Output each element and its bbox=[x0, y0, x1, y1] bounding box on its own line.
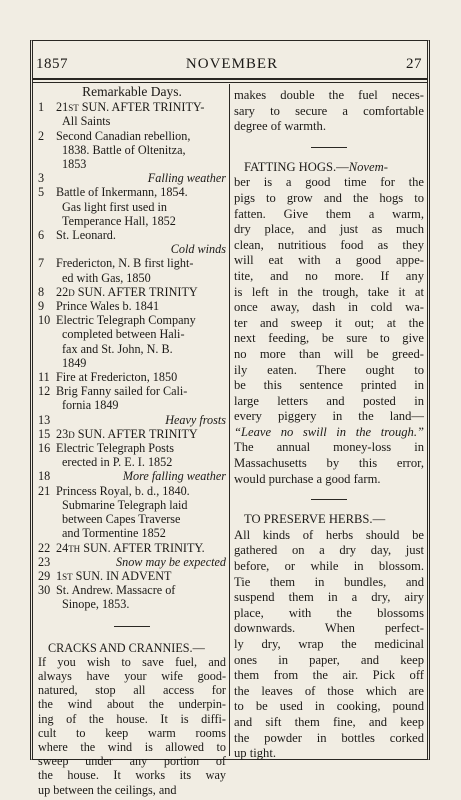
text-line: ber is a good time for the bbox=[234, 175, 424, 190]
header-rule bbox=[33, 78, 427, 80]
text-line: All kinds of herbs should be bbox=[234, 527, 424, 542]
event-day: 8 bbox=[38, 284, 45, 299]
herbs-title: TO PRESERVE HERBS.— bbox=[244, 512, 386, 527]
event-text bbox=[56, 427, 226, 441]
event-text bbox=[56, 299, 226, 313]
event-day: 1 bbox=[38, 100, 45, 115]
event-day: 29 bbox=[38, 568, 51, 583]
text-line: natured, stop all access for bbox=[38, 683, 226, 698]
event-day: 18 bbox=[38, 469, 51, 484]
text-line: ly dry, wrap the medicinal bbox=[234, 637, 424, 651]
event-text bbox=[56, 441, 226, 469]
herbs-body bbox=[234, 528, 424, 762]
event-line: Fire at Fredericton, 1850 bbox=[56, 370, 178, 385]
header-month: NOVEMBER bbox=[185, 56, 279, 72]
event-text bbox=[56, 100, 226, 128]
event-text bbox=[56, 583, 226, 611]
cracks-body bbox=[38, 655, 226, 797]
hogs-body bbox=[234, 175, 424, 487]
header-year: 1857 bbox=[36, 56, 68, 72]
text-line: ing of the house. It is diffi- bbox=[38, 711, 226, 726]
event-text bbox=[56, 569, 226, 583]
weather-note: More falling weather bbox=[122, 469, 226, 484]
event-day: 11 bbox=[38, 370, 50, 385]
text-line: pigs to grow and the hogs to bbox=[234, 190, 424, 205]
event-line: 1853 bbox=[62, 157, 87, 172]
text-line: tite, and no more. If any bbox=[234, 268, 424, 283]
event-row bbox=[38, 555, 226, 569]
event-row bbox=[38, 569, 226, 583]
event-day: 9 bbox=[38, 299, 45, 314]
event-line: 23d SUN. AFTER TRINITY bbox=[56, 426, 198, 441]
continuation-body bbox=[234, 88, 424, 135]
text-line: ter and sweep it out; at the bbox=[234, 315, 424, 330]
cracks-title: CRACKS AND CRANNIES.— bbox=[48, 640, 205, 655]
event-text bbox=[56, 484, 226, 541]
event-line: Electric Telegraph Posts bbox=[56, 441, 175, 456]
left-column bbox=[38, 85, 226, 797]
event-line: 22d SUN. AFTER TRINITY bbox=[56, 284, 198, 299]
events-list bbox=[38, 100, 226, 611]
event-day: 21 bbox=[38, 483, 51, 498]
event-day: 12 bbox=[38, 384, 51, 399]
event-line: St. Leonard. bbox=[56, 228, 116, 243]
event-line: between Capes Traverse bbox=[62, 512, 181, 527]
event-day: 10 bbox=[38, 313, 51, 328]
text-line: downwards. When perfect- bbox=[234, 621, 424, 636]
event-row bbox=[38, 228, 226, 256]
text-line: be this sentence printed in bbox=[234, 378, 424, 393]
event-day: 15 bbox=[38, 426, 51, 441]
text-line: up between the ceilings, and bbox=[38, 782, 177, 797]
text-line: cult to keep warm rooms bbox=[38, 725, 226, 740]
event-line: ed with Gas, 1850 bbox=[62, 270, 151, 285]
page-number: 27 bbox=[406, 56, 422, 72]
text-line: clean, nutritious food as they bbox=[234, 237, 424, 252]
text-line: suspend them in a dry, airy bbox=[234, 590, 424, 605]
event-line: Battle of Inkermann, 1854. bbox=[56, 185, 188, 200]
text-line: will eat with a good appe- bbox=[234, 253, 424, 268]
event-text bbox=[56, 469, 226, 483]
event-line: Second Canadian rebellion, bbox=[56, 128, 191, 143]
text-line: fatten. Give them a warm, bbox=[234, 206, 424, 221]
event-text bbox=[56, 129, 226, 172]
event-line: fax and St. John, N. B. bbox=[62, 341, 173, 356]
event-row bbox=[38, 285, 226, 299]
event-text bbox=[56, 285, 226, 299]
event-text bbox=[56, 370, 226, 384]
text-line: The annual money-loss in bbox=[234, 440, 424, 455]
event-row bbox=[38, 313, 226, 370]
event-row bbox=[38, 384, 226, 412]
event-line: and Tormentine 1852 bbox=[62, 526, 166, 541]
text-line: If you wish to save fuel, and bbox=[38, 654, 226, 669]
event-line: Fredericton, N. B first light- bbox=[56, 256, 194, 271]
event-line: Prince Wales b. 1841 bbox=[56, 299, 160, 314]
text-line: sary to secure a comfortable bbox=[234, 103, 424, 118]
weather-note: Heavy frosts bbox=[165, 412, 226, 427]
text-line: up tight. bbox=[234, 746, 276, 761]
event-row bbox=[38, 484, 226, 541]
event-text bbox=[56, 384, 226, 412]
text-line: large letters and posted in bbox=[234, 393, 424, 408]
weather-note: Snow may be expected bbox=[116, 554, 226, 569]
text-line: the powder in bottles corked bbox=[234, 730, 424, 745]
event-text bbox=[56, 313, 226, 370]
event-row bbox=[38, 171, 226, 185]
event-line: Temperance Hall, 1852 bbox=[62, 213, 176, 228]
event-text bbox=[56, 228, 226, 256]
event-line: 21st SUN. AFTER TRINITY- bbox=[56, 100, 205, 115]
remarkable-days-heading: Remarkable Days. bbox=[82, 84, 182, 99]
event-line: 1838. Battle of Oltenitza, bbox=[62, 142, 186, 157]
event-text bbox=[56, 555, 226, 569]
text-line: Tie them in bundles, and bbox=[234, 574, 424, 589]
event-day: 23 bbox=[38, 554, 51, 569]
text-line: makes double the fuel neces- bbox=[234, 88, 424, 102]
cracks-article bbox=[38, 641, 226, 797]
herbs-article bbox=[234, 512, 424, 762]
text-line: the leaves of those which are bbox=[234, 683, 424, 698]
event-day: 3 bbox=[38, 171, 45, 186]
right-column bbox=[234, 88, 424, 762]
text-line: place, with the blossoms bbox=[234, 605, 424, 620]
event-line: 1849 bbox=[62, 355, 87, 370]
text-line: next feeding, be sure to give bbox=[234, 331, 424, 346]
event-row bbox=[38, 541, 226, 555]
text-line: degree of warmth. bbox=[234, 119, 326, 134]
event-line: All Saints bbox=[62, 114, 111, 129]
hogs-title-italic: Novem- bbox=[348, 159, 388, 174]
event-line: St. Andrew. Massacre of bbox=[56, 583, 176, 598]
text-line: gathered on a dry day, just bbox=[234, 543, 424, 558]
event-row bbox=[38, 370, 226, 384]
event-text bbox=[56, 256, 226, 284]
event-line: Electric Telegraph Company bbox=[56, 313, 196, 328]
event-day: 22 bbox=[38, 540, 51, 555]
text-line: every piggery in the land— bbox=[234, 409, 424, 424]
event-line: Submarine Telegraph laid bbox=[62, 497, 188, 512]
event-day: 30 bbox=[38, 583, 51, 598]
weather-note: Cold winds bbox=[170, 242, 226, 257]
event-line: 24th SUN. AFTER TRINITY. bbox=[56, 540, 205, 555]
text-line: ones in paper, and keep bbox=[234, 652, 424, 667]
text-line: ily eaten. There ought to bbox=[234, 362, 424, 377]
event-day: 13 bbox=[38, 412, 51, 427]
event-line: fornia 1849 bbox=[62, 398, 119, 413]
event-day: 7 bbox=[38, 256, 45, 271]
header-rule-thin bbox=[33, 82, 427, 83]
event-row bbox=[38, 427, 226, 441]
text-line: and sift them fine, and keep bbox=[234, 714, 424, 729]
text-line: the wind about the underpin- bbox=[38, 697, 226, 712]
event-row bbox=[38, 469, 226, 483]
event-row bbox=[38, 185, 226, 228]
event-text bbox=[56, 171, 226, 185]
hogs-article bbox=[234, 160, 424, 487]
event-row bbox=[38, 441, 226, 469]
text-line: before, or while in blossom. bbox=[234, 559, 424, 574]
text-line: where the wind is allowed to bbox=[38, 739, 226, 754]
text-line: Massachusetts by this error, bbox=[234, 456, 424, 471]
text-line: sweep under any portion of bbox=[38, 754, 226, 769]
text-line: the house. It works its way bbox=[38, 768, 226, 783]
page-header bbox=[36, 56, 428, 78]
event-day: 5 bbox=[38, 185, 45, 200]
event-day: 16 bbox=[38, 441, 51, 456]
event-day: 2 bbox=[38, 128, 45, 143]
hogs-title: FATTING HOGS.— bbox=[244, 159, 349, 174]
event-row bbox=[38, 256, 226, 284]
text-line: always have your wife good- bbox=[38, 668, 226, 683]
event-line: completed between Hali- bbox=[62, 327, 185, 342]
event-text bbox=[56, 541, 226, 555]
event-row bbox=[38, 129, 226, 172]
event-line: Gas light first used in bbox=[62, 199, 167, 214]
text-line: dry place, and just as much bbox=[234, 222, 424, 237]
text-line: to be used in cooking, pound bbox=[234, 699, 424, 714]
text-line: is left in the trough, take it at bbox=[234, 284, 424, 299]
text-line: them from the air. Pick off bbox=[234, 668, 424, 683]
event-line: Princess Royal, b. d., 1840. bbox=[56, 483, 190, 498]
event-row bbox=[38, 583, 226, 611]
event-line: 1st SUN. IN ADVENT bbox=[56, 568, 172, 583]
event-text bbox=[56, 413, 226, 427]
event-line: erected in P. E. I. 1852 bbox=[62, 455, 173, 470]
event-row bbox=[38, 100, 226, 128]
event-text bbox=[56, 185, 226, 228]
event-row bbox=[38, 413, 226, 427]
event-row bbox=[38, 299, 226, 313]
text-line: no more than will be greed- bbox=[234, 346, 424, 361]
column-divider bbox=[229, 84, 230, 756]
weather-note: Falling weather bbox=[147, 171, 226, 186]
event-line: Sinope, 1853. bbox=[62, 597, 130, 612]
text-line: once away, dash in cold wa- bbox=[234, 300, 424, 315]
text-line: “Leave no swill in the trough.” bbox=[234, 424, 424, 439]
event-line: Brig Fanny sailed for Cali- bbox=[56, 384, 188, 399]
event-day: 6 bbox=[38, 228, 45, 243]
text-line: would purchase a good farm. bbox=[234, 471, 381, 486]
